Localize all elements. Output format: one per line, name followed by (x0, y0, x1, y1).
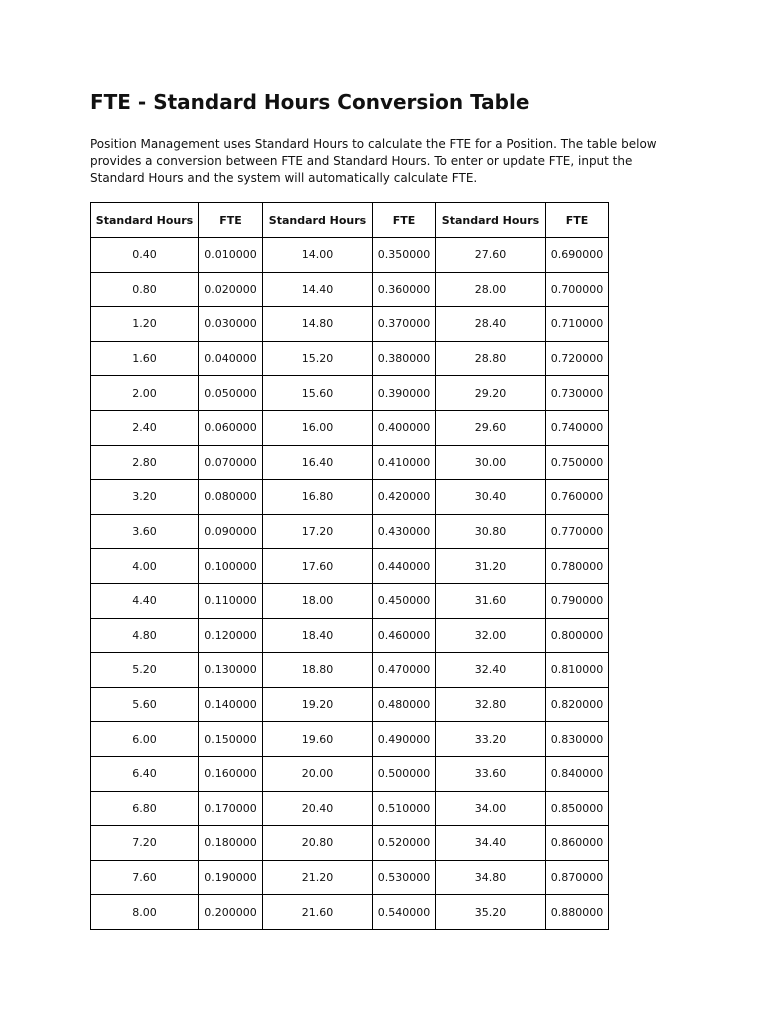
table-cell: 0.040000 (199, 341, 263, 376)
table-cell: 17.20 (263, 514, 373, 549)
table-cell: 0.730000 (546, 376, 609, 411)
table-cell: 0.820000 (546, 687, 609, 722)
table-cell: 0.370000 (373, 307, 436, 342)
table-cell: 0.010000 (199, 238, 263, 273)
table-row (91, 583, 609, 618)
table-row (91, 826, 609, 861)
table-cell: 0.440000 (373, 549, 436, 584)
table-row (91, 514, 609, 549)
table-cell: 19.20 (263, 687, 373, 722)
table-cell: 0.750000 (546, 445, 609, 480)
conversion-table (90, 202, 609, 930)
table-cell: 8.00 (91, 895, 199, 930)
table-row (91, 445, 609, 480)
table-cell: 34.80 (436, 860, 546, 895)
table-cell: 0.480000 (373, 687, 436, 722)
table-cell: 0.760000 (546, 480, 609, 515)
table-cell: 15.20 (263, 341, 373, 376)
table-cell: 2.40 (91, 410, 199, 445)
table-cell: 0.510000 (373, 791, 436, 826)
table-cell: 2.80 (91, 445, 199, 480)
table-cell: 0.100000 (199, 549, 263, 584)
table-cell: 0.400000 (373, 410, 436, 445)
table-cell: 20.00 (263, 756, 373, 791)
table-cell: 33.60 (436, 756, 546, 791)
table-cell: 6.40 (91, 756, 199, 791)
table-cell: 0.080000 (199, 480, 263, 515)
table-cell: 0.840000 (546, 756, 609, 791)
table-cell: 0.810000 (546, 653, 609, 688)
table-cell: 0.40 (91, 238, 199, 273)
table-row (91, 410, 609, 445)
table-cell: 0.720000 (546, 341, 609, 376)
table-cell: 0.540000 (373, 895, 436, 930)
column-header: FTE (199, 203, 263, 238)
table-row (91, 722, 609, 757)
column-header: Standard Hours (91, 203, 199, 238)
table-cell: 0.80 (91, 272, 199, 307)
table-cell: 34.40 (436, 826, 546, 861)
table-cell: 14.80 (263, 307, 373, 342)
table-cell: 5.60 (91, 687, 199, 722)
table-cell: 0.050000 (199, 376, 263, 411)
table-cell: 0.030000 (199, 307, 263, 342)
table-cell: 0.170000 (199, 791, 263, 826)
table-cell: 0.780000 (546, 549, 609, 584)
table-cell: 20.40 (263, 791, 373, 826)
table-cell: 2.00 (91, 376, 199, 411)
table-cell: 16.80 (263, 480, 373, 515)
table-cell: 30.00 (436, 445, 546, 480)
table-cell: 5.20 (91, 653, 199, 688)
table-row (91, 272, 609, 307)
table-cell: 32.80 (436, 687, 546, 722)
table-cell: 3.20 (91, 480, 199, 515)
table-cell: 32.40 (436, 653, 546, 688)
table-cell: 28.00 (436, 272, 546, 307)
table-cell: 0.120000 (199, 618, 263, 653)
table-cell: 0.710000 (546, 307, 609, 342)
table-row (91, 791, 609, 826)
table-cell: 0.490000 (373, 722, 436, 757)
table-cell: 30.80 (436, 514, 546, 549)
table-cell: 29.60 (436, 410, 546, 445)
column-header: FTE (373, 203, 436, 238)
column-header: FTE (546, 203, 609, 238)
table-cell: 14.00 (263, 238, 373, 273)
table-cell: 18.80 (263, 653, 373, 688)
table-cell: 0.520000 (373, 826, 436, 861)
table-row (91, 238, 609, 273)
table-cell: 0.790000 (546, 583, 609, 618)
table-row (91, 618, 609, 653)
table-cell: 0.180000 (199, 826, 263, 861)
table-cell: 28.40 (436, 307, 546, 342)
table-cell: 30.40 (436, 480, 546, 515)
intro-paragraph: Position Management uses Standard Hours to calculate the FTE for a Position. The table below provides a conversion between FTE and Standard Hours. To enter or update FTE, input the Standard Hours and the system will automatically calculate FTE. (90, 137, 657, 185)
table-cell: 6.00 (91, 722, 199, 757)
table-cell: 6.80 (91, 791, 199, 826)
table-row (91, 860, 609, 895)
table-cell: 0.800000 (546, 618, 609, 653)
table-cell: 0.020000 (199, 272, 263, 307)
table-cell: 35.20 (436, 895, 546, 930)
table-cell: 15.60 (263, 376, 373, 411)
table-cell: 0.700000 (546, 272, 609, 307)
table-cell: 0.380000 (373, 341, 436, 376)
table-row (91, 756, 609, 791)
table-cell: 33.20 (436, 722, 546, 757)
conversion-table-container (90, 202, 609, 930)
table-cell: 0.530000 (373, 860, 436, 895)
table-cell: 4.00 (91, 549, 199, 584)
table-cell: 0.160000 (199, 756, 263, 791)
column-header: Standard Hours (263, 203, 373, 238)
table-cell: 0.070000 (199, 445, 263, 480)
table-cell: 21.60 (263, 895, 373, 930)
table-cell: 7.20 (91, 826, 199, 861)
column-header: Standard Hours (436, 203, 546, 238)
table-cell: 0.090000 (199, 514, 263, 549)
table-cell: 0.200000 (199, 895, 263, 930)
table-row (91, 480, 609, 515)
table-cell: 19.60 (263, 722, 373, 757)
table-cell: 0.360000 (373, 272, 436, 307)
table-cell: 0.690000 (546, 238, 609, 273)
table-cell: 27.60 (436, 238, 546, 273)
table-cell: 0.350000 (373, 238, 436, 273)
table-row (91, 376, 609, 411)
table-cell: 18.00 (263, 583, 373, 618)
table-cell: 31.20 (436, 549, 546, 584)
table-row (91, 341, 609, 376)
table-cell: 0.060000 (199, 410, 263, 445)
table-cell: 32.00 (436, 618, 546, 653)
table-cell: 14.40 (263, 272, 373, 307)
table-cell: 0.460000 (373, 618, 436, 653)
table-cell: 0.150000 (199, 722, 263, 757)
table-cell: 28.80 (436, 341, 546, 376)
table-row (91, 895, 609, 930)
table-cell: 0.390000 (373, 376, 436, 411)
table-cell: 18.40 (263, 618, 373, 653)
table-cell: 17.60 (263, 549, 373, 584)
table-row (91, 307, 609, 342)
table-cell: 0.450000 (373, 583, 436, 618)
table-cell: 0.500000 (373, 756, 436, 791)
table-cell: 0.410000 (373, 445, 436, 480)
table-cell: 31.60 (436, 583, 546, 618)
table-row (91, 687, 609, 722)
table-cell: 16.40 (263, 445, 373, 480)
page-title: FTE - Standard Hours Conversion Table (90, 90, 530, 114)
table-cell: 0.470000 (373, 653, 436, 688)
table-cell: 0.770000 (546, 514, 609, 549)
table-cell: 4.80 (91, 618, 199, 653)
table-row (91, 653, 609, 688)
table-body (91, 238, 609, 930)
table-cell: 0.110000 (199, 583, 263, 618)
table-cell: 0.190000 (199, 860, 263, 895)
table-cell: 16.00 (263, 410, 373, 445)
table-cell: 0.420000 (373, 480, 436, 515)
table-cell: 0.880000 (546, 895, 609, 930)
table-cell: 0.430000 (373, 514, 436, 549)
table-cell: 34.00 (436, 791, 546, 826)
table-cell: 0.870000 (546, 860, 609, 895)
table-header-row (91, 203, 609, 238)
table-cell: 20.80 (263, 826, 373, 861)
table-cell: 4.40 (91, 583, 199, 618)
table-cell: 3.60 (91, 514, 199, 549)
table-cell: 29.20 (436, 376, 546, 411)
table-cell: 0.140000 (199, 687, 263, 722)
table-cell: 0.850000 (546, 791, 609, 826)
table-row (91, 549, 609, 584)
table-cell: 1.20 (91, 307, 199, 342)
table-cell: 0.860000 (546, 826, 609, 861)
table-cell: 7.60 (91, 860, 199, 895)
table-cell: 0.740000 (546, 410, 609, 445)
table-cell: 21.20 (263, 860, 373, 895)
table-cell: 0.130000 (199, 653, 263, 688)
table-cell: 1.60 (91, 341, 199, 376)
table-cell: 0.830000 (546, 722, 609, 757)
